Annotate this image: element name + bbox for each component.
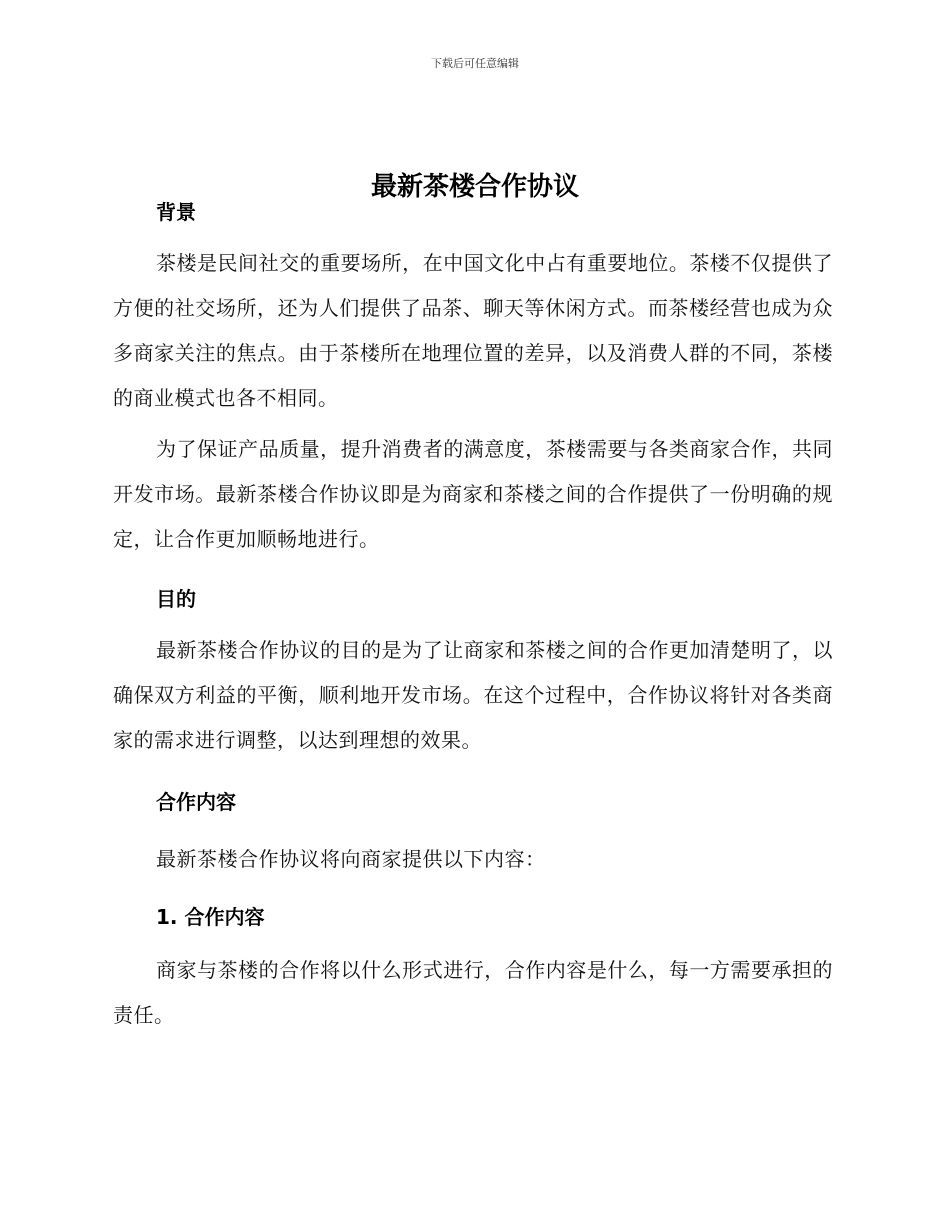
- section-heading-purpose: 目的: [156, 587, 196, 611]
- document-body: [113, 195, 833, 1038]
- subsection-heading-item-1: 1. 合作内容: [156, 905, 265, 929]
- cooperation-intro: 最新茶楼合作协议将向商家提供以下内容：: [156, 847, 546, 871]
- document-title: 最新茶楼合作协议: [370, 172, 579, 203]
- background-paragraph-2: 为了保证产品质量，提升消费者的满意度，茶楼需要与各类商家合作，共同开发市场。最新茶楼合作协议即是为商家和茶楼之间的合作提供了一份明确的规定，让合作更加顺畅地进行。: [113, 437, 833, 551]
- background-paragraph-1: 茶楼是民间社交的重要场所，在中国文化中占有重要地位。茶楼不仅提供了方便的社交场所，还为人们提供了品茶、聊天等休闲方式。而茶楼经营也成为众多商家关注的焦点。由于茶楼所在地理位置的差异，以及消费人群的不同，茶楼的商业模式也各不相同。: [113, 251, 833, 410]
- section-heading-cooperation: 合作内容: [156, 790, 236, 814]
- header-note: 下载后可任意编辑: [431, 57, 519, 70]
- purpose-paragraph: 最新茶楼合作协议的目的是为了让商家和茶楼之间的合作更加清楚明了，以确保双方利益的平衡，顺利地开发市场。在这个过程中，合作协议将针对各类商家的需求进行调整，以达到理想的效果。: [113, 638, 833, 752]
- item-1-paragraph: 商家与茶楼的合作将以什么形式进行，合作内容是什么，每一方需要承担的责任。: [113, 958, 833, 1027]
- section-heading-background: 背景: [156, 200, 196, 224]
